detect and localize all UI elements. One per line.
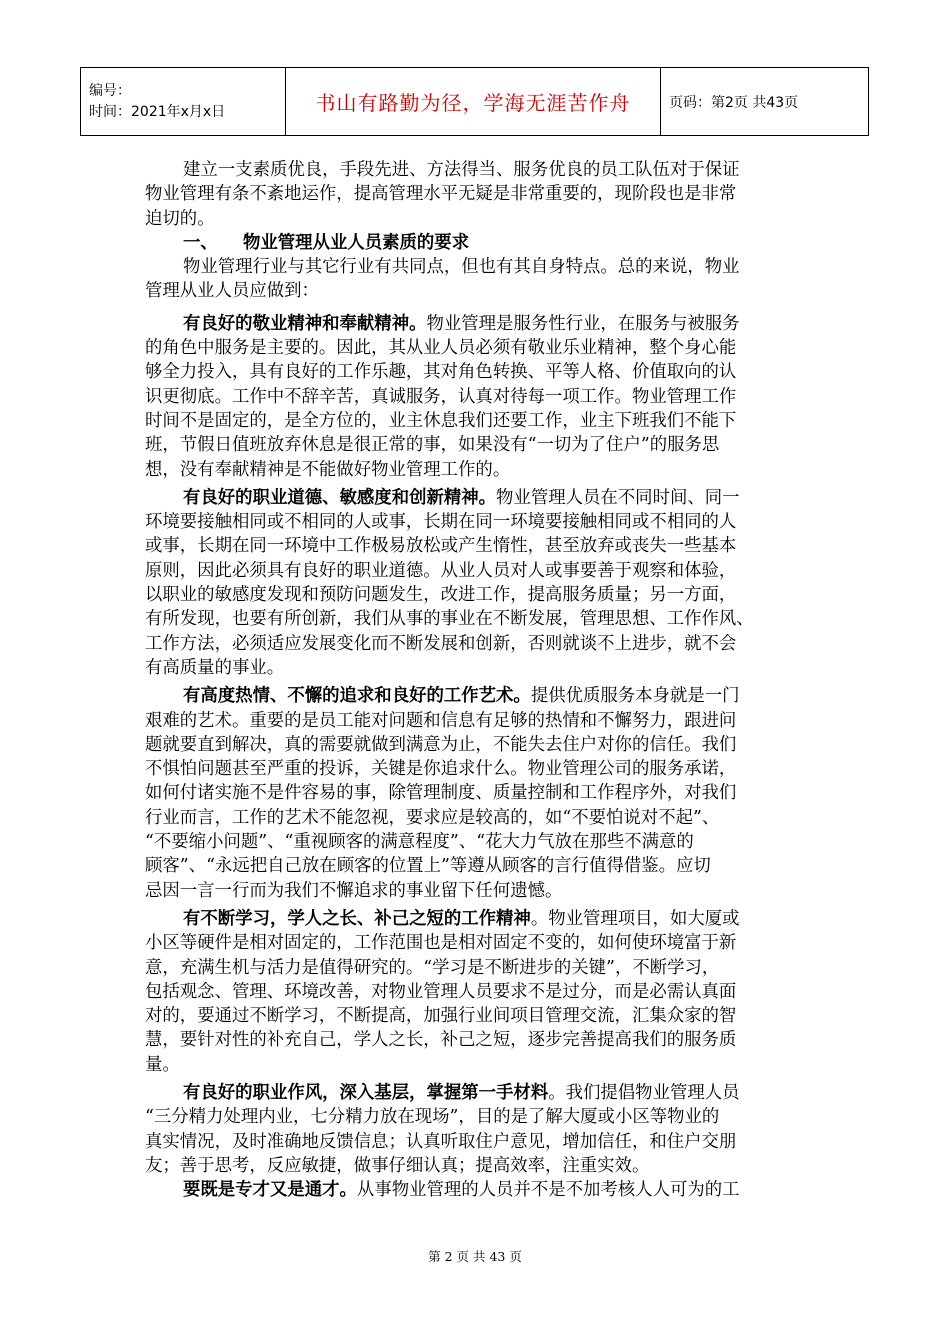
paragraph-lead-text: 从事物业管理的人员并不是不加考核人人可为的工 xyxy=(356,1180,740,1201)
page-footer: 第 2 页 共 43 页 xyxy=(428,1249,522,1264)
paragraph-lead-text: 。物业管理项目，如大厦或 xyxy=(530,908,740,929)
text-line: 包括观念、管理、环境改善，对物业管理人员要求不是过分，而是必需认真面 xyxy=(145,981,737,1002)
text-line xyxy=(145,1178,825,1202)
text-line xyxy=(145,312,825,336)
text-line: 意，充满生机与活力是值得研究的。“学习是不断进步的关键”，不断学习， xyxy=(145,957,720,978)
text-line: 识更彻底。工作中不辞辛苦，真诚服务，认真对待每一项工作。物业管理工作 xyxy=(145,386,737,407)
paragraph-lead-text: 物业管理是服务性行业，在服务与被服务 xyxy=(426,313,740,334)
paragraph-lead: 要既是专才又是通才。 xyxy=(183,1180,357,1201)
text-line: 班，节假日值班放弃休息是很正常的事，如果没有“一切为了住户”的服务思 xyxy=(145,435,720,456)
header-meta xyxy=(81,68,286,136)
paragraph-lead: 有高度热情、不懈的追求和良好的工作艺术。 xyxy=(183,686,531,707)
text-line: 友；善于思考，反应敏捷，做事仔细认真；提高效率，注重实效。 xyxy=(145,1155,650,1176)
section-number: 一、 xyxy=(183,232,218,253)
section-heading xyxy=(145,231,825,255)
text-line: 真实情况，及时准确地反馈信息；认真听取住户意见，增加信任，和住户交朋 xyxy=(145,1131,737,1152)
text-line: 管理从业人员应做到： xyxy=(145,281,319,302)
paragraph-lead-text: 。我们提倡物业管理人员 xyxy=(548,1082,740,1103)
paragraph-learning xyxy=(145,907,825,1077)
paragraph-work-style xyxy=(145,1081,825,1178)
paragraph-lead: 有不断学习，学人之长、补己之短的工作精神 xyxy=(183,908,531,929)
text-line: 的角色中服务是主要的。因此，其从业人员必须有敬业乐业精神，整个身心能 xyxy=(145,338,737,359)
text-line: 顾客”、“永远把自己放在顾客的位置上”等遵从顾客的言行值得借鉴。应切 xyxy=(145,856,711,877)
text-line: 慧，要针对性的补充自己，学人之长，补己之短，逐步完善提高我们的服务质 xyxy=(145,1030,737,1051)
document-header xyxy=(80,67,869,136)
section-title: 物业管理从业人员素质的要求 xyxy=(243,232,470,253)
paragraph-enthusiasm xyxy=(145,684,825,903)
text-line: 有所发现，也要有所创新，我们从事的事业在不断发展，管理思想、工作作风、 xyxy=(145,609,754,630)
paragraph-lead-text: 提供优质服务本身就是一门 xyxy=(530,686,740,707)
text-line: 以职业的敏感度发现和预防问题发生，改进工作，提高服务质量；另一方面， xyxy=(145,585,737,606)
text-line: 题就要直到解决，真的需要就做到满意为止，不能失去住户对你的信任。我们 xyxy=(145,734,737,755)
text-line xyxy=(145,684,825,708)
text-line: “不要缩小问题”、“重视顾客的满意程度”、“花大力气放在那些不满意的 xyxy=(145,832,694,853)
text-line: 迫切的。 xyxy=(145,208,215,229)
paragraph-dedication xyxy=(145,312,825,482)
text-line: 时间不是固定的，是全方位的，业主休息我们还要工作，业主下班我们不能下 xyxy=(145,410,737,431)
text-line: 艰难的艺术。重要的是员工能对问题和信息有足够的热情和不懈努力，跟进问 xyxy=(145,710,737,731)
text-line: “三分精力处理内业，七分精力放在现场”，目的是了解大厦或小区等物业的 xyxy=(145,1107,720,1128)
paragraph-ethics xyxy=(145,486,825,680)
text-line xyxy=(145,907,825,931)
text-line: 忌因一言一行而为我们不懈追求的事业留下任何遗憾。 xyxy=(145,880,563,901)
document-body xyxy=(145,158,825,1202)
paragraph-lead: 有良好的职业作风，深入基层，掌握第一手材料 xyxy=(183,1082,549,1103)
text-line: 环境要接触相同或不相同的人或事，长期在同一环境要接触相同或不相同的人 xyxy=(145,512,737,533)
intro-paragraph xyxy=(145,158,825,231)
paragraph-lead-text: 物业管理人员在不同时间、同一 xyxy=(496,487,740,508)
text-line: 行业而言，工作的艺术不能忽视，要求应是较高的，如“不要怕说对不起”、 xyxy=(145,807,720,828)
text-line: 原则，因此必须具有良好的职业道德。从业人员对人或事要善于观察和体验， xyxy=(145,560,737,581)
paragraph-lead: 有良好的职业道德、敏感度和创新精神。 xyxy=(183,487,497,508)
text-line: 小区等硬件是相对固定的，工作范围也是相对固定不变的，如何使环境富于新 xyxy=(145,933,737,954)
text-line: 工作方法，必须适应发展变化而不断发展和创新，否则就谈不上进步，就不会 xyxy=(145,633,737,654)
text-line: 不惧怕问题甚至严重的投诉，关键是你追求什么。物业管理公司的服务承诺， xyxy=(145,759,737,780)
paragraph-specialist xyxy=(145,1178,825,1202)
paragraph-lead: 有良好的敬业精神和奉献精神。 xyxy=(183,313,427,334)
header-motto: 书山有路勤为径，学海无涯苦作舟 xyxy=(286,68,661,136)
document-date: 时间：2021年x月x日 xyxy=(89,103,226,120)
document-number-label: 编号： xyxy=(89,82,131,99)
text-line: 或事，长期在同一环境中工作极易放松或产生惰性，甚至放弃或丧失一些基本 xyxy=(145,536,737,557)
text-line: 想，没有奉献精神是不能做好物业管理工作的。 xyxy=(145,459,511,480)
text-line: 够全力投入，具有良好的工作乐趣，其对角色转换、平等人格、价值取向的认 xyxy=(145,362,737,383)
header-page-info: 页码：第2页 共43页 xyxy=(661,68,869,136)
text-line: 物业管理行业与其它行业有共同点，但也有其自身特点。总的来说，物业 xyxy=(183,257,740,278)
text-line: 建立一支素质优良，手段先进、方法得当、服务优良的员工队伍对于保证 xyxy=(183,160,740,180)
text-line: 物业管理有条不紊地运作，提高管理水平无疑是非常重要的，现阶段也是非常 xyxy=(145,184,737,205)
text-line: 量。 xyxy=(145,1054,180,1075)
section-intro-paragraph xyxy=(145,255,825,304)
text-line: 对的，要通过不断学习，不断提高，加强行业间项目管理交流，汇集众家的智 xyxy=(145,1006,737,1027)
text-line xyxy=(145,1081,825,1105)
text-line: 有高质量的事业。 xyxy=(145,657,285,678)
text-line xyxy=(145,486,825,510)
text-line: 如何付诸实施不是件容易的事，除管理制度、质量控制和工作程序外，对我们 xyxy=(145,783,737,804)
